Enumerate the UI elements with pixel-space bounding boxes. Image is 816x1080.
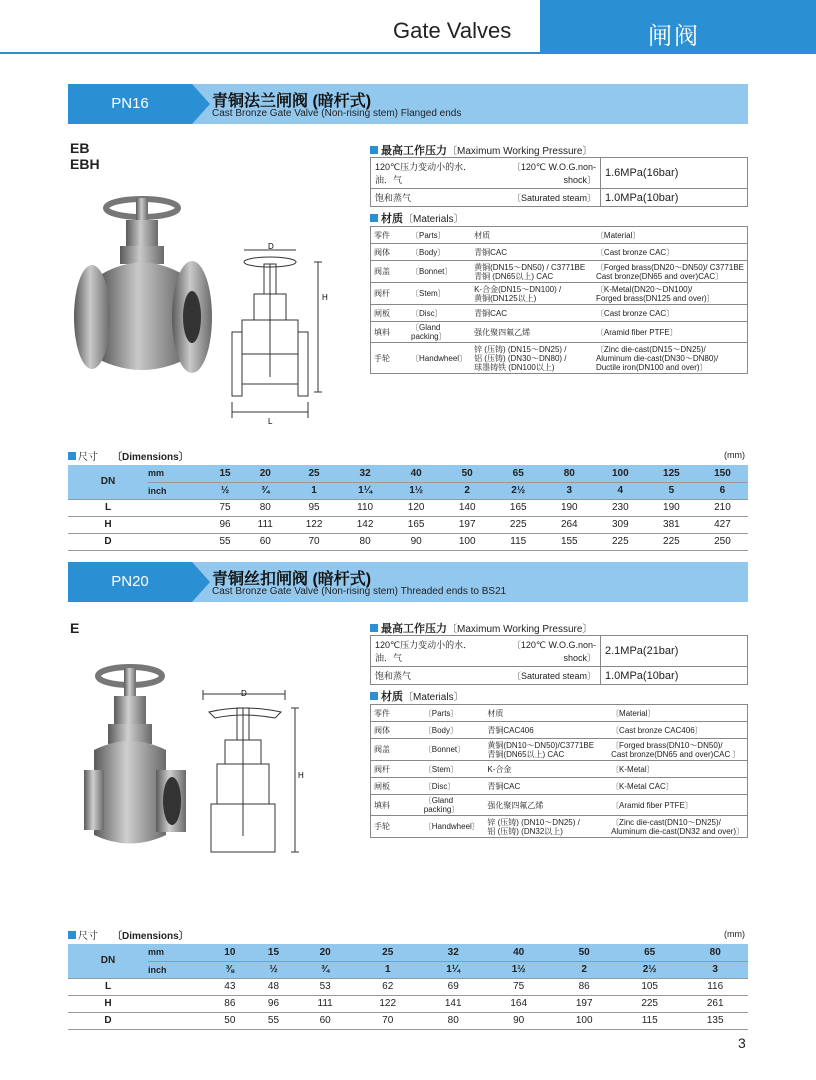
- table-cell: 111: [295, 995, 355, 1012]
- table-cell: 86: [208, 995, 252, 1012]
- section-title-cn: 青铜法兰闸阀 (暗杆式): [212, 93, 372, 110]
- table-cell: 材质: [471, 227, 593, 244]
- table-cell: 3: [544, 482, 595, 499]
- table-cell: 〔Aramid fiber PTFE〕: [593, 322, 748, 343]
- table-cell: 4: [595, 482, 646, 499]
- bullet-square: [370, 146, 378, 154]
- table-cell: 阀杆: [371, 283, 409, 305]
- table-cell: 210: [697, 499, 748, 516]
- table-cell: 青铜CAC: [471, 305, 593, 322]
- table-cell: 43: [208, 978, 252, 995]
- table-cell: 青铜CAC: [484, 778, 608, 795]
- section-tag: PN20: [68, 562, 192, 602]
- table-cell: 96: [208, 516, 242, 533]
- table-cell: 〔Disc〕: [421, 778, 485, 795]
- table-cell: 32: [420, 944, 485, 961]
- table-cell: [148, 533, 208, 550]
- table-cell: 60: [242, 533, 289, 550]
- table-cell: 40: [486, 944, 551, 961]
- table-cell: 116: [682, 978, 748, 995]
- table-row: [68, 533, 748, 550]
- table-cell: 190: [544, 499, 595, 516]
- table-cell: [148, 516, 208, 533]
- section-title-en: Cast Bronze Gate Valve (Non-rising stem) Threaded ends to BS21: [212, 586, 507, 597]
- section-banner-pn20: [68, 562, 748, 602]
- table-cell: 122: [355, 995, 420, 1012]
- table-cell: 60: [295, 1012, 355, 1029]
- table-row: 饱和蒸气 〔Saturated steam〕 1.0MPa(10bar): [371, 189, 748, 207]
- table-cell: [148, 995, 208, 1012]
- table-cell: 15: [208, 465, 242, 482]
- table-row: [371, 722, 748, 739]
- table-cell: 70: [289, 533, 340, 550]
- table-row: [68, 516, 748, 533]
- table-cell: 309: [595, 516, 646, 533]
- table-cell: 15: [252, 944, 296, 961]
- unit-label: (mm): [724, 929, 745, 939]
- table-cell: [148, 1012, 208, 1029]
- table-cell: 142: [340, 516, 391, 533]
- table-row: [371, 322, 748, 343]
- table-row: [68, 465, 748, 482]
- table-cell: 80: [544, 465, 595, 482]
- table-cell: 62: [355, 978, 420, 995]
- section-tag: PN16: [68, 84, 192, 124]
- table-cell: ½: [208, 482, 242, 499]
- table-cell: 黄铜(DN15～DN50) / C3771BE 青铜 (DN65以上) CAC: [471, 261, 593, 283]
- page-title-cn-tab: 闸阀: [540, 0, 816, 54]
- table-cell: ¾: [242, 482, 289, 499]
- table-cell: 115: [617, 1012, 682, 1029]
- table-cell: 40: [391, 465, 442, 482]
- table-cell: 锌 (压铸) (DN10～DN25) / 铝 (压铸) (DN32以上): [484, 816, 608, 838]
- table-cell: 10: [208, 944, 252, 961]
- table-cell: 135: [682, 1012, 748, 1029]
- table-cell: 闸板: [371, 778, 421, 795]
- table-cell: 强化聚四氟乙烯: [471, 322, 593, 343]
- page-title-en: Gate Valves: [393, 18, 512, 43]
- table-row: 120℃压力变动小的水．油．气 〔120℃ W.O.G.non-shock〕 1.6MPa(16bar): [371, 158, 748, 189]
- table-cell: 〔Parts〕: [408, 227, 471, 244]
- table-cell: 96: [252, 995, 296, 1012]
- table-cell: 261: [682, 995, 748, 1012]
- table-cell: 90: [391, 533, 442, 550]
- table-cell: 225: [595, 533, 646, 550]
- table-cell: 95: [289, 499, 340, 516]
- table-row: [371, 795, 748, 816]
- table-cell: DN: [68, 944, 148, 978]
- table-cell: 48: [252, 978, 296, 995]
- table-cell: 381: [646, 516, 697, 533]
- table-cell: 1: [289, 482, 340, 499]
- table-cell: H: [68, 995, 148, 1012]
- table-cell: 手轮: [371, 816, 421, 838]
- table-cell: 80: [242, 499, 289, 516]
- dimensions-heading: 尺寸 〔Dimensions〕: [68, 927, 189, 942]
- table-cell: 65: [617, 944, 682, 961]
- materials-heading: 材质〔Materials〕: [370, 688, 464, 704]
- table-cell: 〔Forged brass(DN10～DN50)/ Cast bronze(DN65 and over)CAC 〕: [608, 739, 747, 761]
- table-cell: 2½: [617, 961, 682, 978]
- table-row: 120℃压力变动小的水．油．气 〔120℃ W.O.G.non-shock〕 2.1MPa(21bar): [371, 636, 748, 667]
- table-cell: 〔K-Metal〕: [608, 761, 747, 778]
- table-cell: 32: [340, 465, 391, 482]
- table-cell: 2: [551, 961, 616, 978]
- table-cell: 100: [551, 1012, 616, 1029]
- table-cell: D: [68, 1012, 148, 1029]
- table-cell: K-合金(DN15～DN100) / 黄铜(DN125以上): [471, 283, 593, 305]
- table-cell: mm: [148, 465, 208, 482]
- table-cell: 80: [420, 1012, 485, 1029]
- table-cell: 填料: [371, 795, 421, 816]
- table-row: [371, 261, 748, 283]
- table-cell: 75: [486, 978, 551, 995]
- table-cell: 80: [340, 533, 391, 550]
- table-cell: 150: [697, 465, 748, 482]
- table-cell: 〔Parts〕: [421, 705, 485, 722]
- table-cell: 〔Cast bronze CAC〕: [593, 244, 748, 261]
- table-row: [371, 761, 748, 778]
- table-row: [371, 705, 748, 722]
- table-cell: 115: [493, 533, 544, 550]
- table-cell: 〔Material〕: [593, 227, 748, 244]
- table-cell: 50: [442, 465, 493, 482]
- table-cell: 零件: [371, 705, 421, 722]
- table-cell: 〔Handwheel〕: [408, 343, 471, 374]
- table-cell: 〔Gland packing〕: [408, 322, 471, 343]
- table-cell: 〔Gland packing〕: [421, 795, 485, 816]
- table-cell: 120: [391, 499, 442, 516]
- table-cell: 〔Bonnet〕: [408, 261, 471, 283]
- table-cell: 黄铜(DN10～DN50)/C3771BE 青铜(DN65以上) CAC: [484, 739, 608, 761]
- table-cell: 零件: [371, 227, 409, 244]
- unit-label: (mm): [724, 450, 745, 460]
- valve-photo-flanged: [70, 180, 220, 410]
- pressure-heading: 最高工作压力〔Maximum Working Pressure〕: [370, 142, 592, 158]
- table-cell: 80: [682, 944, 748, 961]
- table-cell: 〔Zinc die-cast(DN15～DN25)/ Aluminum die-cast(DN30～DN80)/ Ductile iron(DN100 and over)〕: [593, 343, 748, 374]
- table-cell: 225: [493, 516, 544, 533]
- dim-label-d: D: [241, 689, 247, 698]
- dim-label-d: D: [268, 242, 274, 251]
- table-cell: 阀体: [371, 722, 421, 739]
- table-cell: [148, 978, 208, 995]
- pressure-heading: 最高工作压力〔Maximum Working Pressure〕: [370, 620, 592, 636]
- dim-label-h: H: [298, 771, 304, 780]
- table-cell: 70: [355, 1012, 420, 1029]
- section-title-cn: 青铜丝扣闸阀 (暗杆式): [212, 571, 372, 588]
- table-cell: 140: [442, 499, 493, 516]
- table-cell: 125: [646, 465, 697, 482]
- table-cell: 90: [486, 1012, 551, 1029]
- table-cell: 强化聚四氟乙烯: [484, 795, 608, 816]
- table-cell: 197: [551, 995, 616, 1012]
- table-cell: L: [68, 499, 148, 516]
- model-codes: EB EBH: [70, 140, 100, 172]
- section-title-en: Cast Bronze Gate Valve (Non-rising stem) Flanged ends: [212, 108, 462, 119]
- table-row: [68, 961, 748, 978]
- model-codes: E: [70, 620, 80, 636]
- table-cell: 197: [442, 516, 493, 533]
- table-cell: K-合金: [484, 761, 608, 778]
- table-cell: L: [68, 978, 148, 995]
- bullet-square: [68, 452, 76, 460]
- table-row: [68, 482, 748, 499]
- bullet-square: [370, 214, 378, 222]
- table-cell: 50: [551, 944, 616, 961]
- table-cell: 250: [697, 533, 748, 550]
- table-row: [68, 978, 748, 995]
- table-cell: 190: [646, 499, 697, 516]
- table-cell: 〔Zinc die-cast(DN10～DN25)/ Aluminum die-cast(DN32 and over)〕: [608, 816, 747, 838]
- table-cell: 填料: [371, 322, 409, 343]
- table-cell: 164: [486, 995, 551, 1012]
- table-cell: 阀盖: [371, 261, 409, 283]
- table-cell: 2½: [493, 482, 544, 499]
- table-cell: 3: [682, 961, 748, 978]
- table-cell: 阀杆: [371, 761, 421, 778]
- table-cell: 5: [646, 482, 697, 499]
- table-cell: 〔Stem〕: [408, 283, 471, 305]
- table-row: [371, 343, 748, 374]
- table-cell: 264: [544, 516, 595, 533]
- materials-table: [370, 704, 748, 838]
- pressure-table: [370, 157, 748, 207]
- table-cell: [148, 499, 208, 516]
- table-cell: ¾: [295, 961, 355, 978]
- table-cell: ½: [252, 961, 296, 978]
- table-row: [371, 816, 748, 838]
- table-cell: 〔Handwheel〕: [421, 816, 485, 838]
- table-cell: 165: [493, 499, 544, 516]
- table-cell: 〔Body〕: [421, 722, 485, 739]
- table-cell: 青铜CAC406: [484, 722, 608, 739]
- table-cell: D: [68, 533, 148, 550]
- dimensions-table: [68, 944, 748, 1030]
- table-cell: 锌 (压铸) (DN15～DN25) / 铝 (压铸) (DN30～DN80) / 球墨铸铁 (DN100以上): [471, 343, 593, 374]
- table-cell: 〔K-Metal(DN20～DN100)/ Forged brass(DN125 and over)〕: [593, 283, 748, 305]
- table-cell: 20: [242, 465, 289, 482]
- table-cell: inch: [148, 961, 208, 978]
- table-cell: 141: [420, 995, 485, 1012]
- table-row: [68, 944, 748, 961]
- table-row: 饱和蒸气 〔Saturated steam〕 1.0MPa(10bar): [371, 667, 748, 685]
- table-cell: DN: [68, 465, 148, 499]
- page-number: 3: [738, 1035, 746, 1051]
- table-cell: 青铜CAC: [471, 244, 593, 261]
- table-cell: 〔Material〕: [608, 705, 747, 722]
- table-cell: 86: [551, 978, 616, 995]
- table-cell: 122: [289, 516, 340, 533]
- table-cell: 2: [442, 482, 493, 499]
- table-cell: 75: [208, 499, 242, 516]
- table-cell: 25: [289, 465, 340, 482]
- table-cell: 225: [617, 995, 682, 1012]
- table-cell: 155: [544, 533, 595, 550]
- section-banner-pn16: [68, 84, 748, 124]
- table-cell: 〔Body〕: [408, 244, 471, 261]
- table-cell: 110: [340, 499, 391, 516]
- table-row: [371, 244, 748, 261]
- table-cell: 50: [208, 1012, 252, 1029]
- table-cell: 165: [391, 516, 442, 533]
- table-cell: H: [68, 516, 148, 533]
- table-row: [371, 227, 748, 244]
- table-cell: 6: [697, 482, 748, 499]
- table-cell: 1½: [486, 961, 551, 978]
- table-cell: 〔Disc〕: [408, 305, 471, 322]
- dimensions-heading: 尺寸 〔Dimensions〕: [68, 448, 189, 463]
- table-cell: 225: [646, 533, 697, 550]
- valve-photo-threaded: [80, 660, 200, 860]
- table-cell: 111: [242, 516, 289, 533]
- table-cell: 〔Cast bronze CAC406〕: [608, 722, 747, 739]
- valve-drawing-threaded: [195, 686, 315, 866]
- table-cell: 1¼: [420, 961, 485, 978]
- dim-label-l: L: [268, 417, 273, 426]
- table-cell: 阀体: [371, 244, 409, 261]
- table-cell: 〔Stem〕: [421, 761, 485, 778]
- table-cell: 230: [595, 499, 646, 516]
- table-cell: 55: [252, 1012, 296, 1029]
- table-row: [371, 283, 748, 305]
- materials-table: [370, 226, 748, 374]
- table-cell: 〔Cast bronze CAC〕: [593, 305, 748, 322]
- table-cell: 手轮: [371, 343, 409, 374]
- table-row: [68, 1012, 748, 1029]
- table-cell: 材质: [484, 705, 608, 722]
- table-cell: inch: [148, 482, 208, 499]
- table-cell: 〔Bonnet〕: [421, 739, 485, 761]
- table-cell: 105: [617, 978, 682, 995]
- pressure-table: [370, 635, 748, 685]
- table-row: [371, 778, 748, 795]
- table-cell: 427: [697, 516, 748, 533]
- table-cell: 〔Aramid fiber PTFE〕: [608, 795, 747, 816]
- table-cell: 25: [355, 944, 420, 961]
- dimensions-table: [68, 465, 748, 551]
- table-cell: 55: [208, 533, 242, 550]
- table-row: [371, 305, 748, 322]
- table-cell: 1½: [391, 482, 442, 499]
- materials-heading: 材质〔Materials〕: [370, 210, 464, 226]
- bullet-square: [370, 692, 378, 700]
- table-cell: 53: [295, 978, 355, 995]
- table-cell: 65: [493, 465, 544, 482]
- table-cell: ⅜: [208, 961, 252, 978]
- table-cell: 〔Forged brass(DN20～DN50)/ C3771BE Cast bronze(DN65 and over)CAC〕: [593, 261, 748, 283]
- table-row: [371, 739, 748, 761]
- table-cell: 〔K-Metal CAC〕: [608, 778, 747, 795]
- table-row: [68, 995, 748, 1012]
- dim-label-h: H: [322, 293, 328, 302]
- table-cell: 100: [595, 465, 646, 482]
- bullet-square: [370, 624, 378, 632]
- table-row: [68, 499, 748, 516]
- bullet-square: [68, 931, 76, 939]
- table-cell: 1: [355, 961, 420, 978]
- table-cell: 阀盖: [371, 739, 421, 761]
- table-cell: 100: [442, 533, 493, 550]
- table-cell: 1¼: [340, 482, 391, 499]
- header-rule: [0, 52, 540, 54]
- table-cell: mm: [148, 944, 208, 961]
- table-cell: 闸板: [371, 305, 409, 322]
- valve-drawing-flanged: [228, 242, 338, 427]
- table-cell: 69: [420, 978, 485, 995]
- table-cell: 20: [295, 944, 355, 961]
